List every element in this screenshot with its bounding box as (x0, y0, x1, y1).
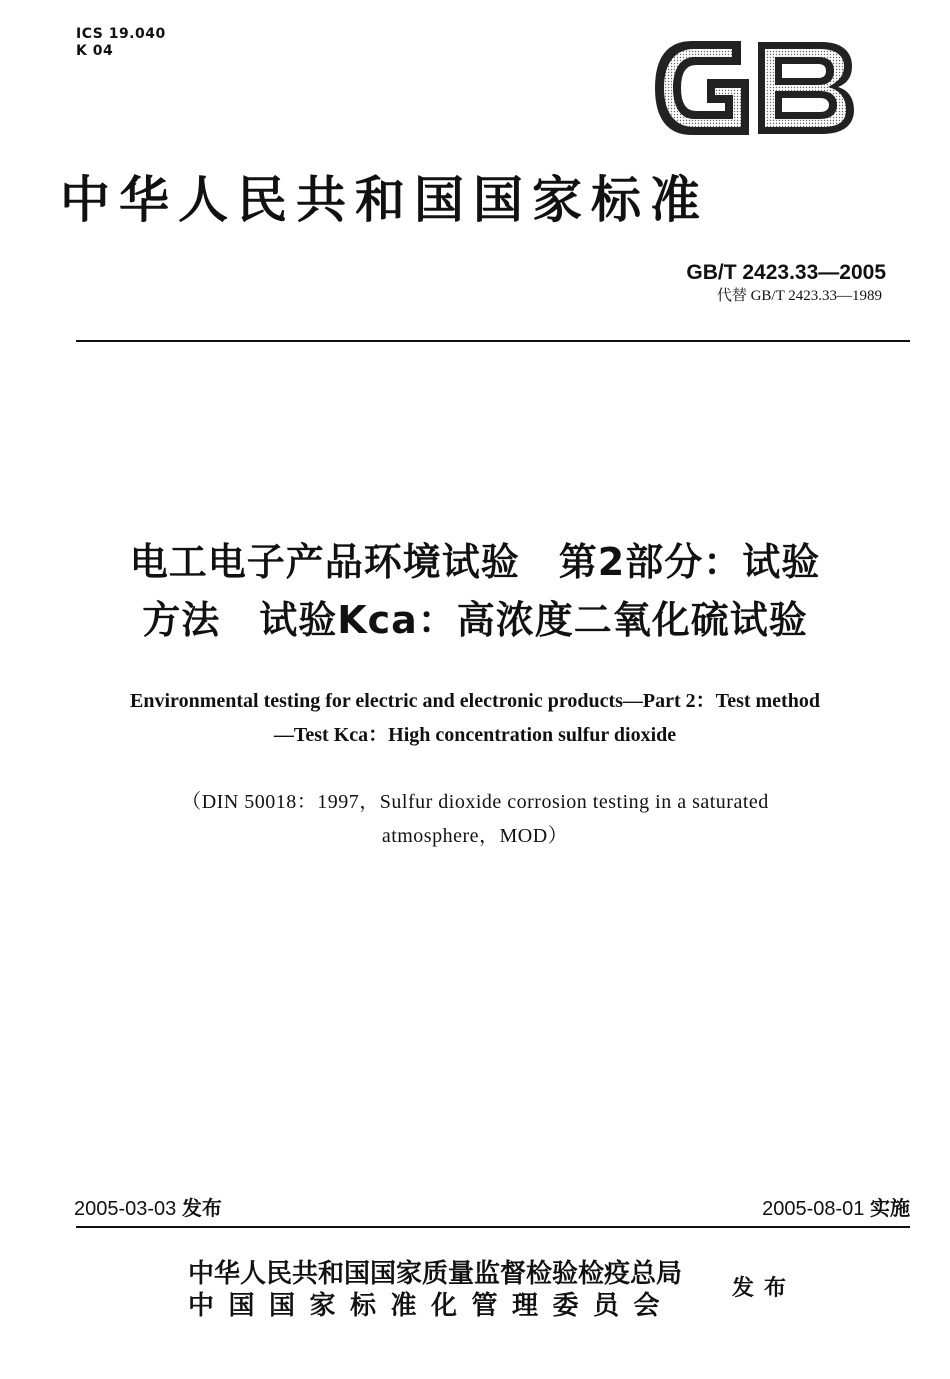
chinese-title-line-1: 电工电子产品环境试验 第2部分：试验 (129, 540, 821, 584)
ccs-code: K 04 (76, 43, 114, 59)
header-divider (76, 340, 910, 342)
reference-standard (80, 785, 870, 853)
gb-logo-icon (652, 38, 857, 138)
standard-number: GB/T 2423.33—2005 (686, 261, 886, 284)
reference-line-2: atmosphere，MOD） (381, 825, 569, 847)
classification-codes (76, 26, 166, 60)
implementation-date: 2005-08-01 (762, 1198, 865, 1220)
replaces-standard: 代替 GB/T 2423.33—1989 (716, 288, 882, 304)
english-title (40, 684, 910, 752)
chinese-title (40, 533, 910, 649)
reference-line-1: （DIN 50018：1997，Sulfur dioxide corrosion testing in a saturated (181, 791, 769, 813)
issuer-aqsiq: 中华人民共和国国家质量监督检验检疫总局 (188, 1259, 683, 1289)
national-standard-title: 中华人民共和国国家标准 (60, 170, 709, 229)
issue-date: 2005-03-03 (74, 1198, 177, 1220)
ics-code: ICS 19.040 (76, 26, 166, 42)
english-title-line-1: Environmental testing for electric and electronic products—Part 2：Test method (130, 690, 820, 712)
footer-divider (76, 1226, 910, 1228)
implementation-label: 实施 (870, 1196, 910, 1220)
implementation-date-block (762, 1196, 910, 1221)
issue-date-block (74, 1196, 222, 1221)
issuing-authorities (188, 1258, 682, 1322)
issue-word: 发布 (732, 1275, 797, 1301)
issue-label: 发布 (181, 1196, 222, 1220)
issuer-sac: 中国国家标准化管理委员会 (188, 1291, 675, 1321)
chinese-title-line-2: 方法 试验Kca：高浓度二氧化硫试验 (142, 598, 808, 642)
english-title-line-2: —Test Kca：High concentration sulfur dioxide (273, 724, 677, 746)
